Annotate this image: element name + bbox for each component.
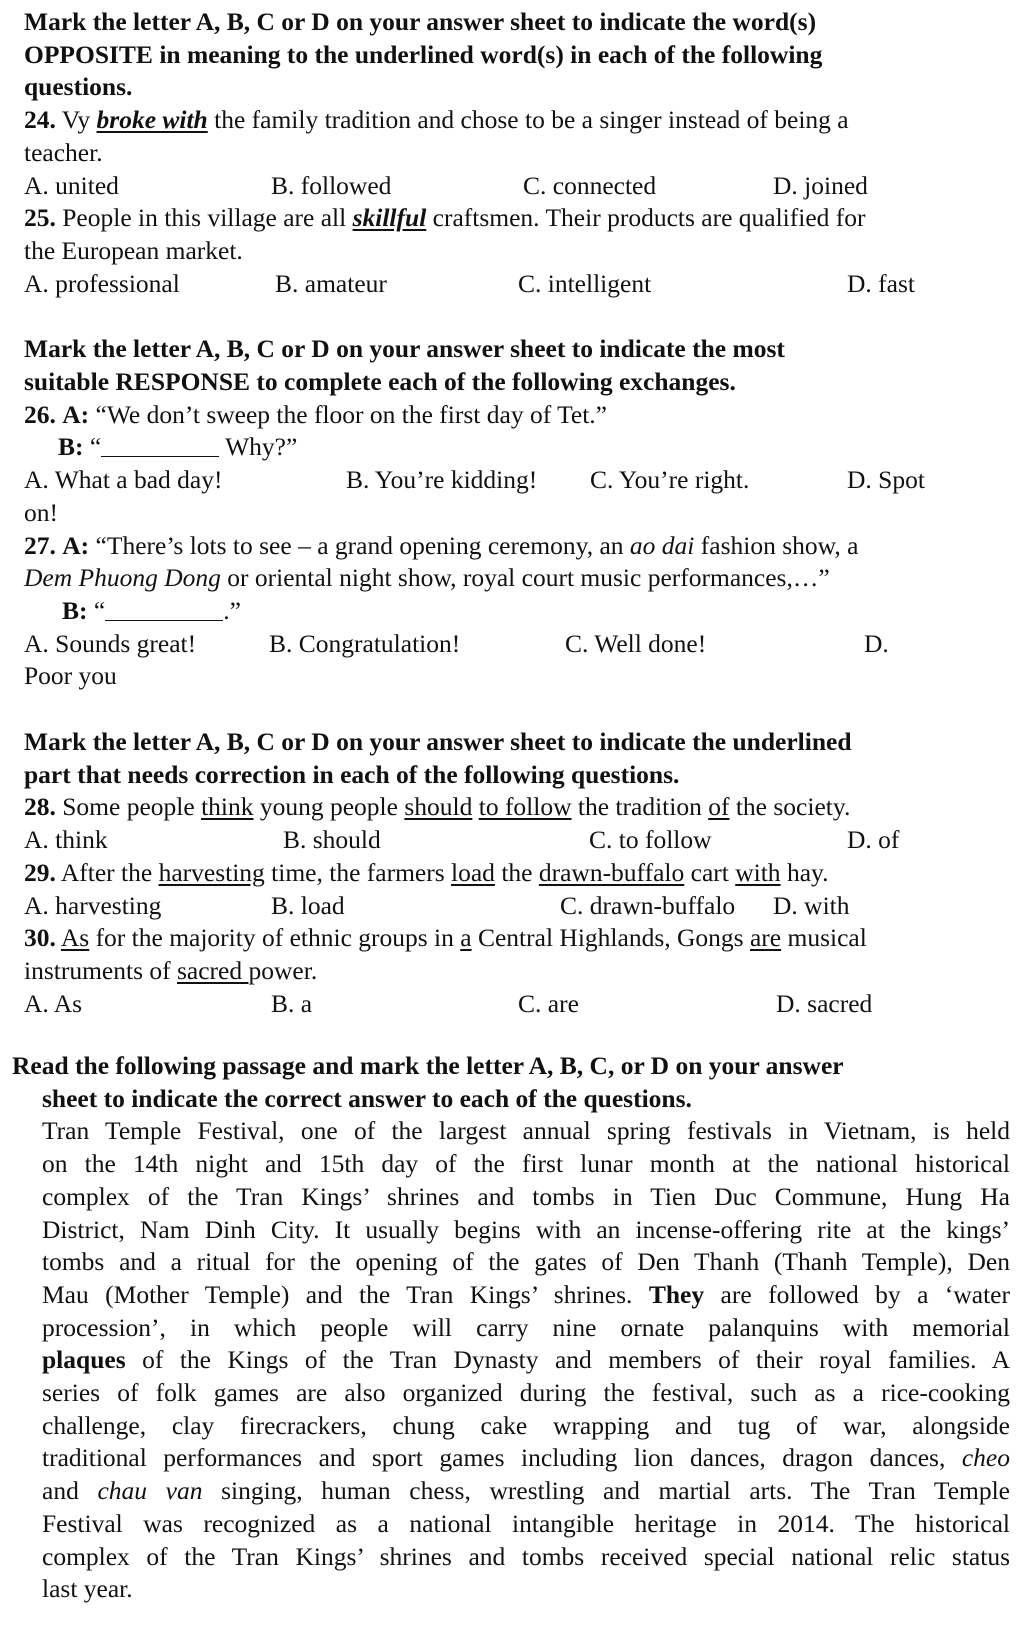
option-a[interactable]: A. united bbox=[24, 170, 119, 200]
answer-options bbox=[24, 988, 1009, 1021]
question-24: 24. Vy broke with the family tradition and chose to be a singer instead of being a teacher. A. united B. followed C. connected D. joined bbox=[24, 104, 1009, 202]
option-a[interactable]: A. harvesting bbox=[24, 890, 162, 920]
section-instruction-response: Mark the letter A, B, C or D on your answer sheet to indicate the most suitable RESPONSE to complete each of the following exchanges. bbox=[24, 334, 785, 396]
option-c[interactable]: C. connected bbox=[523, 170, 657, 200]
answer-options bbox=[24, 824, 1009, 857]
option-d[interactable]: D. joined bbox=[773, 170, 868, 200]
section-instruction-reading: Read the following passage and mark the letter A, B, C, or D on your answer bbox=[12, 1051, 844, 1080]
option-b[interactable]: B. Congratulation! bbox=[269, 628, 461, 658]
question-29: 29. After the harvesting time, the farmers load the drawn-buffalo cart with hay. A. harvesting B. load C. drawn-buffalo D. with bbox=[24, 857, 1009, 922]
answer-blank bbox=[105, 598, 223, 621]
option-a[interactable]: A. think bbox=[24, 825, 108, 855]
question-28: 28. Some people think young people should to follow the tradition of the society. A. think B. should C. to follow D. of bbox=[24, 791, 1009, 856]
exam-page bbox=[24, 6, 1009, 1020]
option-c[interactable]: C. are bbox=[518, 988, 579, 1018]
option-c[interactable]: C. Well done! bbox=[565, 628, 707, 658]
option-d[interactable]: D. Spot bbox=[847, 465, 925, 495]
option-d[interactable]: D. fast bbox=[847, 268, 915, 298]
answer-options bbox=[24, 170, 1009, 203]
option-d[interactable]: D. with bbox=[773, 890, 850, 920]
option-b[interactable]: B. load bbox=[271, 890, 345, 920]
option-d[interactable]: D. sacred bbox=[776, 988, 873, 1018]
option-b[interactable]: B. followed bbox=[271, 170, 392, 200]
section-instruction-correction: Mark the letter A, B, C or D on your answer sheet to indicate the underlined part that needs correction in each of the following questions. bbox=[24, 727, 852, 789]
question-25: 25. People in this village are all skillful craftsmen. Their products are qualified for the European market. A. professional B. amateur C. intelligent D. fast bbox=[24, 202, 1009, 300]
option-a[interactable]: A. professional bbox=[24, 268, 180, 298]
option-c[interactable]: C. drawn-buffalo bbox=[560, 890, 736, 920]
option-a[interactable]: A. What a bad day! bbox=[24, 465, 223, 495]
answer-blank bbox=[101, 434, 219, 457]
section-instruction-opposite: Mark the letter A, B, C or D on your answer sheet to indicate the word(s) OPPOSITE in meaning to the underlined word(s) in each of the following questions. bbox=[24, 7, 823, 102]
answer-options bbox=[24, 464, 1009, 497]
option-b[interactable]: B. amateur bbox=[275, 268, 387, 298]
option-c[interactable]: C. intelligent bbox=[518, 268, 652, 298]
question-27: 27. A: “There’s lots to see – a grand opening ceremony, an ao dai fashion show, a Dem Phuong Dong or oriental night show, royal court music performances,…” B: “ .” A. Sounds great! B. Congratulation! C. Well done! D. Poor you bbox=[24, 530, 1009, 694]
question-30: 30. As for the majority of ethnic groups in a Central Highlands, Gongs are musical instruments of sacred power. A. As B. a C. are D. sacred bbox=[24, 922, 1009, 1020]
option-a[interactable]: A. As bbox=[24, 988, 83, 1018]
option-d[interactable]: D. of bbox=[847, 825, 900, 855]
option-d[interactable]: D. bbox=[864, 628, 889, 658]
question-26: 26. A: “We don’t sweep the floor on the first day of Tet.” B: “ Why?” A. What a bad day! B. You’re kidding! C. You’re right. D. Spot on! bbox=[24, 399, 1009, 530]
option-b[interactable]: B. should bbox=[283, 825, 381, 855]
answer-options bbox=[24, 628, 1009, 661]
option-c[interactable]: C. You’re right. bbox=[590, 465, 750, 495]
answer-options bbox=[24, 268, 1009, 301]
reading-passage-section: Read the following passage and mark the letter A, B, C, or D on your answer sheet to indicate the correct answer to each of the questions. Tran Temple Festival, one of the largest annual spring festivals in Vietnam, is held on the 14th night and 15th day of the first lunar month at the national historical complex of the Tran Kings’ shrines and tombs in Tien Duc Commune, Hung Ha District, Nam Dinh City. It usually begins with an incense-offering rite at the kings’ tombs and a ritual for the opening of the gates of Den Thanh (Thanh Temple), Den Mau (Mother Temple) and the Tran Kings’ shrines. They are followed by a ‘water procession’, in which people will carry nine ornate palanquins with memorial plaques of the Kings of the Tran Dynasty and members of their royal families. A series of folk games are also organized during the festival, such as a rice-cooking challenge, clay firecrackers, chung cake wrapping and tug of war, alongside traditional performances and sport games including lion dances, dragon dances, cheo and chau van singing, human chess, wrestling and martial arts. The Tran Temple Festival was recognized as a national intangible heritage in 2014. The historical complex of the Tran Kings’ shrines and tombs received special national relic status last year. bbox=[12, 1050, 1010, 1606]
option-b[interactable]: B. a bbox=[271, 988, 313, 1018]
option-b[interactable]: B. You’re kidding! bbox=[346, 465, 538, 495]
passage-text: Tran Temple Festival, one of the largest annual spring festivals in Vietnam, is held on the 14th night and 15th day of the first lunar month at the national historical complex of the Tran Kings’ shrines and tombs in Tien Duc Commune, Hung Ha District, Nam Dinh City. It usually begins with an incense-offering rite at the kings’ tombs and a ritual for the opening of the gates of Den Thanh (Thanh Temple), Den Mau (Mother Temple) and the Tran Kings’ shrines. They are followed by a ‘water procession’, in which people will carry nine ornate palanquins with memorial plaques of the Kings of the Tran Dynasty and members of their royal families. A series of folk games are also organized during the festival, such as a rice-cooking challenge, clay firecrackers, chung cake wrapping and tug of war, alongside traditional performances and sport games including lion dances, dragon dances, cheo and chau van singing, human chess, wrestling and martial arts. The Tran Temple Festival was recognized as a national intangible heritage in 2014. The historical complex of the Tran Kings’ shrines and tombs received special national relic status last year. bbox=[42, 1116, 1011, 1604]
answer-options bbox=[24, 890, 1009, 923]
option-c[interactable]: C. to follow bbox=[589, 825, 712, 855]
option-a[interactable]: A. Sounds great! bbox=[24, 628, 197, 658]
